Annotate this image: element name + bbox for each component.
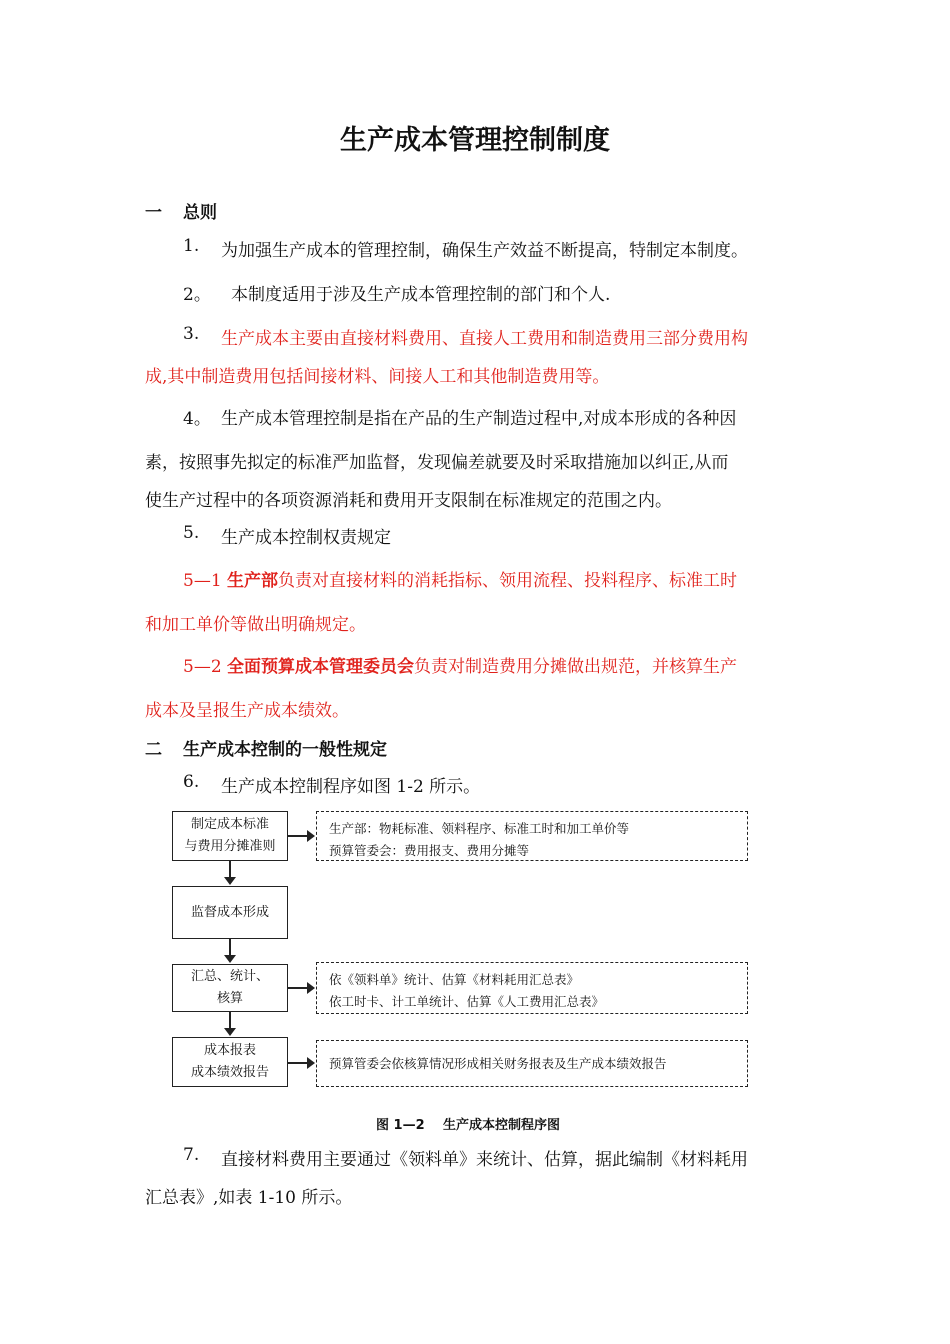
para-5-2-rest: 负责对制造费用分摊做出规范，并核算生产 [414, 657, 738, 677]
para-3-number: 3. [183, 324, 200, 344]
flow-note-1-line-2: 预算管委会：费用报支、费用分摊等 [329, 843, 530, 858]
para-5-1-line-1 [183, 566, 737, 591]
figure-caption-text: 生产成本控制程序图 [443, 1118, 561, 1133]
para-6-number: 6. [183, 772, 200, 792]
flow-step-monitor [172, 886, 288, 939]
flow-step-1-line-1: 制定成本标准 [190, 817, 269, 832]
para-5-2-prefix: 5—2 [183, 657, 222, 677]
para-2-number: 2。 [183, 285, 211, 305]
flow-step-4-line-1: 成本报表 [203, 1043, 256, 1058]
page-title: 生产成本管理控制制度 [340, 125, 610, 156]
flow-step-summarize [172, 964, 288, 1012]
para-5-1-dept: 生产部 [227, 571, 279, 591]
para-4-line-2: 素，按照事先拟定的标准严加监督，发现偏差就要及时采取措施加以纠正,从而 [145, 453, 729, 473]
section-1-number: 一 [145, 203, 162, 223]
para-6-text: 生产成本控制程序如图 1-2 所示。 [221, 777, 481, 797]
flow-step-4-line-2: 成本绩效报告 [190, 1065, 269, 1080]
flow-step-report [172, 1037, 288, 1087]
flow-note-4-line-1: 预算管委会依核算情况形成相关财务报表及生产成本绩效报告 [329, 1055, 667, 1071]
section-1-heading: 总则 [183, 203, 217, 223]
flow-note-report [316, 1040, 748, 1087]
para-4-number: 4。 [183, 409, 211, 429]
para-3-line-1: 生产成本主要由直接材料费用、直接人工费用和制造费用三部分费用构 [221, 329, 748, 349]
para-5-1-line-2: 和加工单价等做出明确规定。 [145, 615, 366, 635]
section-2-number: 二 [145, 740, 162, 760]
para-5-number: 5. [183, 523, 200, 543]
flow-arrow-h-3 [288, 987, 308, 989]
flow-arrow-v-3 [229, 1012, 231, 1029]
para-5-1-prefix: 5—1 [183, 571, 222, 591]
figure-caption-label: 图 1—2 [376, 1118, 425, 1133]
flow-step-standards [172, 811, 288, 861]
para-4-line-3: 使生产过程中的各项资源消耗和费用开支限制在标准规定的范围之内。 [145, 491, 672, 511]
para-4-line-1: 生产成本管理控制是指在产品的生产制造过程中,对成本形成的各种因 [221, 409, 737, 429]
flow-step-2-line-1: 监督成本形成 [190, 904, 269, 920]
flow-step-3-line-2: 核算 [216, 991, 243, 1006]
para-5-1-rest: 负责对直接材料的消耗指标、领用流程、投料程序、标准工时 [278, 571, 738, 591]
flow-arrow-v-2 [229, 939, 231, 956]
para-7-number: 7. [183, 1145, 200, 1165]
section-2-heading: 生产成本控制的一般性规定 [183, 740, 387, 760]
flow-arrow-v-1 [229, 861, 231, 878]
para-7-line-2: 汇总表》,如表 1-10 所示。 [145, 1188, 353, 1208]
flow-arrow-h-1 [288, 835, 308, 837]
para-3-line-2: 成,其中制造费用包括间接材料、间接人工和其他制造费用等。 [145, 367, 610, 387]
para-5-2-line-2: 成本及呈报生产成本绩效。 [145, 701, 349, 721]
para-2-text: 本制度适用于涉及生产成本管理控制的部门和个人. [231, 285, 611, 305]
para-5-text: 生产成本控制权责规定 [221, 528, 391, 548]
para-5-2-line-1 [183, 652, 737, 677]
flow-step-1-line-2: 与费用分摊准则 [184, 839, 276, 854]
flow-note-standards [316, 811, 748, 861]
flow-note-3-line-1: 依《领料单》统计、估算《材料耗用汇总表》 [329, 972, 580, 987]
flow-step-3-line-1: 汇总、统计、 [190, 969, 269, 984]
para-1-number: 1. [183, 236, 200, 256]
para-1-text: 为加强生产成本的管理控制，确保生产效益不断提高，特制定本制度。 [221, 241, 748, 261]
flow-note-3-line-2: 依工时卡、计工单统计、估算《人工费用汇总表》 [329, 994, 605, 1009]
flow-note-summarize [316, 962, 748, 1014]
flow-note-1-line-1: 生产部：物耗标准、领料程序、标准工时和加工单价等 [329, 821, 630, 836]
para-7-line-1: 直接材料费用主要通过《领料单》来统计、估算，据此编制《材料耗用 [221, 1150, 748, 1170]
flow-arrow-h-4 [288, 1062, 308, 1064]
para-5-2-dept: 全面预算成本管理委员会 [227, 657, 415, 677]
